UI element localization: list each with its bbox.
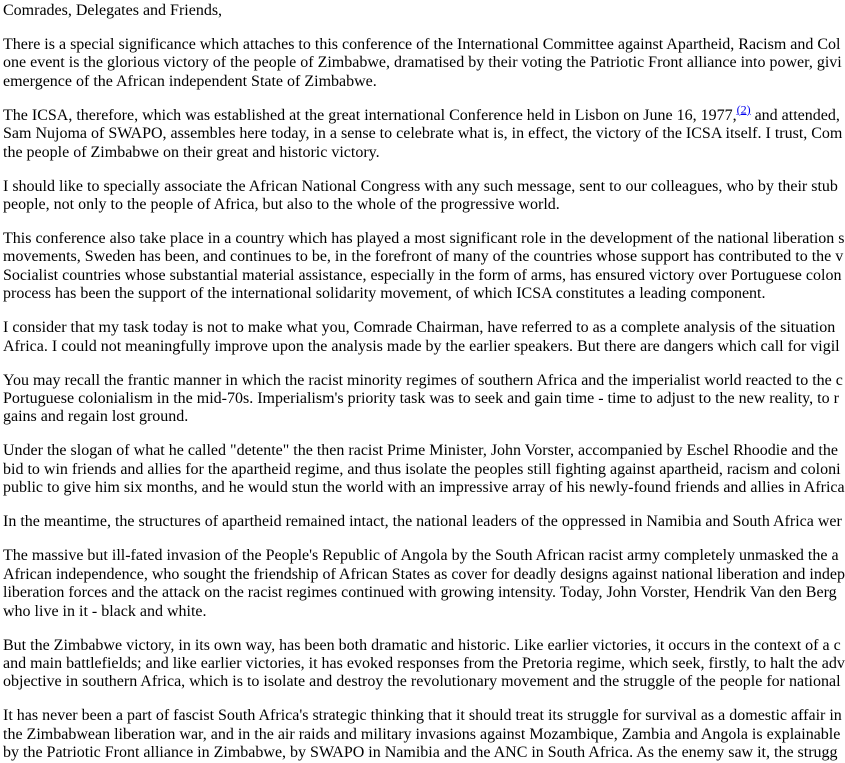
text-line: I consider that my task today is not to make what you, Comrade Chairman, have referred to as a complete analysis of the situation [3,319,836,337]
text-line: I should like to specially associate the African National Congress with any such message, sent to our colleagues, who by their stub [3,177,838,195]
paragraph [3,319,839,356]
text-line: bid to win friends and allies for the apartheid regime, and thus isolate the peoples still fighting against apartheid, racism and coloni [3,460,841,478]
paragraph [3,547,845,621]
text-line: movements, Sweden has been, and continues to be, in the forefront of many of the countries whose support has contributed to the v [3,248,844,266]
text-line: You may recall the frantic manner in which the racist minority regimes of southern Africa and the imperialist world reacted to the c [3,371,843,389]
text-line: In the meantime, the structures of apartheid remained intact, the national leaders of the oppressed in Namibia and South Africa wer [3,513,842,531]
text-line [3,102,840,125]
footnote-link[interactable]: (2) [736,102,751,117]
paragraph [3,513,842,531]
text-line: Sam Nujoma of SWAPO, assembles here today, in a sense to celebrate what is, in effect, the victory of the ICSA itself. I trust, Com [3,125,843,143]
paragraph [3,442,845,497]
text-line: African independence, who sought the friendship of African States as cover for deadly designs against national liberation and indep [3,565,845,583]
paragraph [3,636,845,692]
text-line: the Zimbabwean liberation war, and in the air raids and military invasions against Mozambique, Zambia and Angola is explainable [3,725,841,743]
text-line: Socialist countries whose substantial material assistance, especially in the form of arms, has ensured victory over Portuguese colon [3,266,842,284]
text-line: Comrades, Delegates and Friends, [3,2,223,19]
text-line: one event is the glorious victory of the people of Zimbabwe, dramatised by their voting the Patriotic Front alliance into power, givi [3,54,842,72]
text-line: This conference also take place in a country which has played a most significant role in the development of the national liberation s [3,230,845,248]
text-segment: and attended, [750,106,840,124]
paragraph [3,102,843,162]
text-line: people, not only to the people of Africa, but also to the whole of the progressive world. [3,196,560,214]
text-line: Under the slogan of what he called "detente" the then racist Prime Minister, John Vorster, accompanied by Eschel Rhoodie and the [3,442,838,460]
text-line: who live in it - black and white. [3,602,207,620]
text-line: public to give him six months, and he would stun the world with an impressive array of his newly-found friends and allies in Africa [3,479,845,497]
text-segment: The ICSA, therefore, which was established at the great international Conference held in Lisbon on June 16, 1977, [3,106,737,124]
paragraph [3,707,842,762]
footnote-superscript [737,102,751,116]
text-line: It has never been a part of fascist South Africa's strategic thinking that it should treat its struggle for survival as a domestic affair in [3,707,842,725]
paragraph [3,178,839,215]
text-line: emergence of the African independent State of Zimbabwe. [3,72,377,90]
text-line: But the Zimbabwe victory, in its own way, has been both dramatic and historic. Like earlier victories, it occurs in the context of a c [3,636,841,654]
text-line: There is a special significance which attaches to this conference of the International Committee against Apartheid, Racism and Col [3,36,841,53]
text-line: Portuguese colonialism in the mid-70s. Imperialism's priority task was to seek and gain time - time to adjust to the new reality, to r [3,390,839,408]
paragraph [3,230,845,304]
text-line: process has been the support of the international solidarity movement, of which ICSA constitutes a leading component. [3,285,766,303]
text-line: by the Patriotic Front alliance in Zimbabwe, by SWAPO in Namibia and the ANC in South Africa. As the enemy saw it, the strugg [3,744,838,762]
paragraph [3,36,842,91]
text-line: the people of Zimbabwe on their great and historic victory. [3,143,380,161]
paragraph [3,371,843,427]
text-line: The massive but ill-fated invasion of the People's Republic of Angola by the South African racist army completely unmasked the a [3,547,839,565]
text-line: gains and regain lost ground. [3,408,189,426]
text-line: objective in southern Africa, which is to isolate and destroy the revolutionary movement and the struggle of the people for national [3,673,841,691]
text-line: liberation forces and the attack on the racist regimes continued with growing intensity. Today, John Vorster, Hendrik Van den Berg [3,584,837,602]
text-line: Africa. I could not meaningfully improve upon the analysis made by the earlier speakers. But there are dangers which call for vigil [3,337,840,355]
paragraph [3,2,839,20]
text-line: and main battlefields; and like earlier victories, it has evoked responses from the Pretoria regime, which seek, firstly, to halt the adv [3,654,845,672]
